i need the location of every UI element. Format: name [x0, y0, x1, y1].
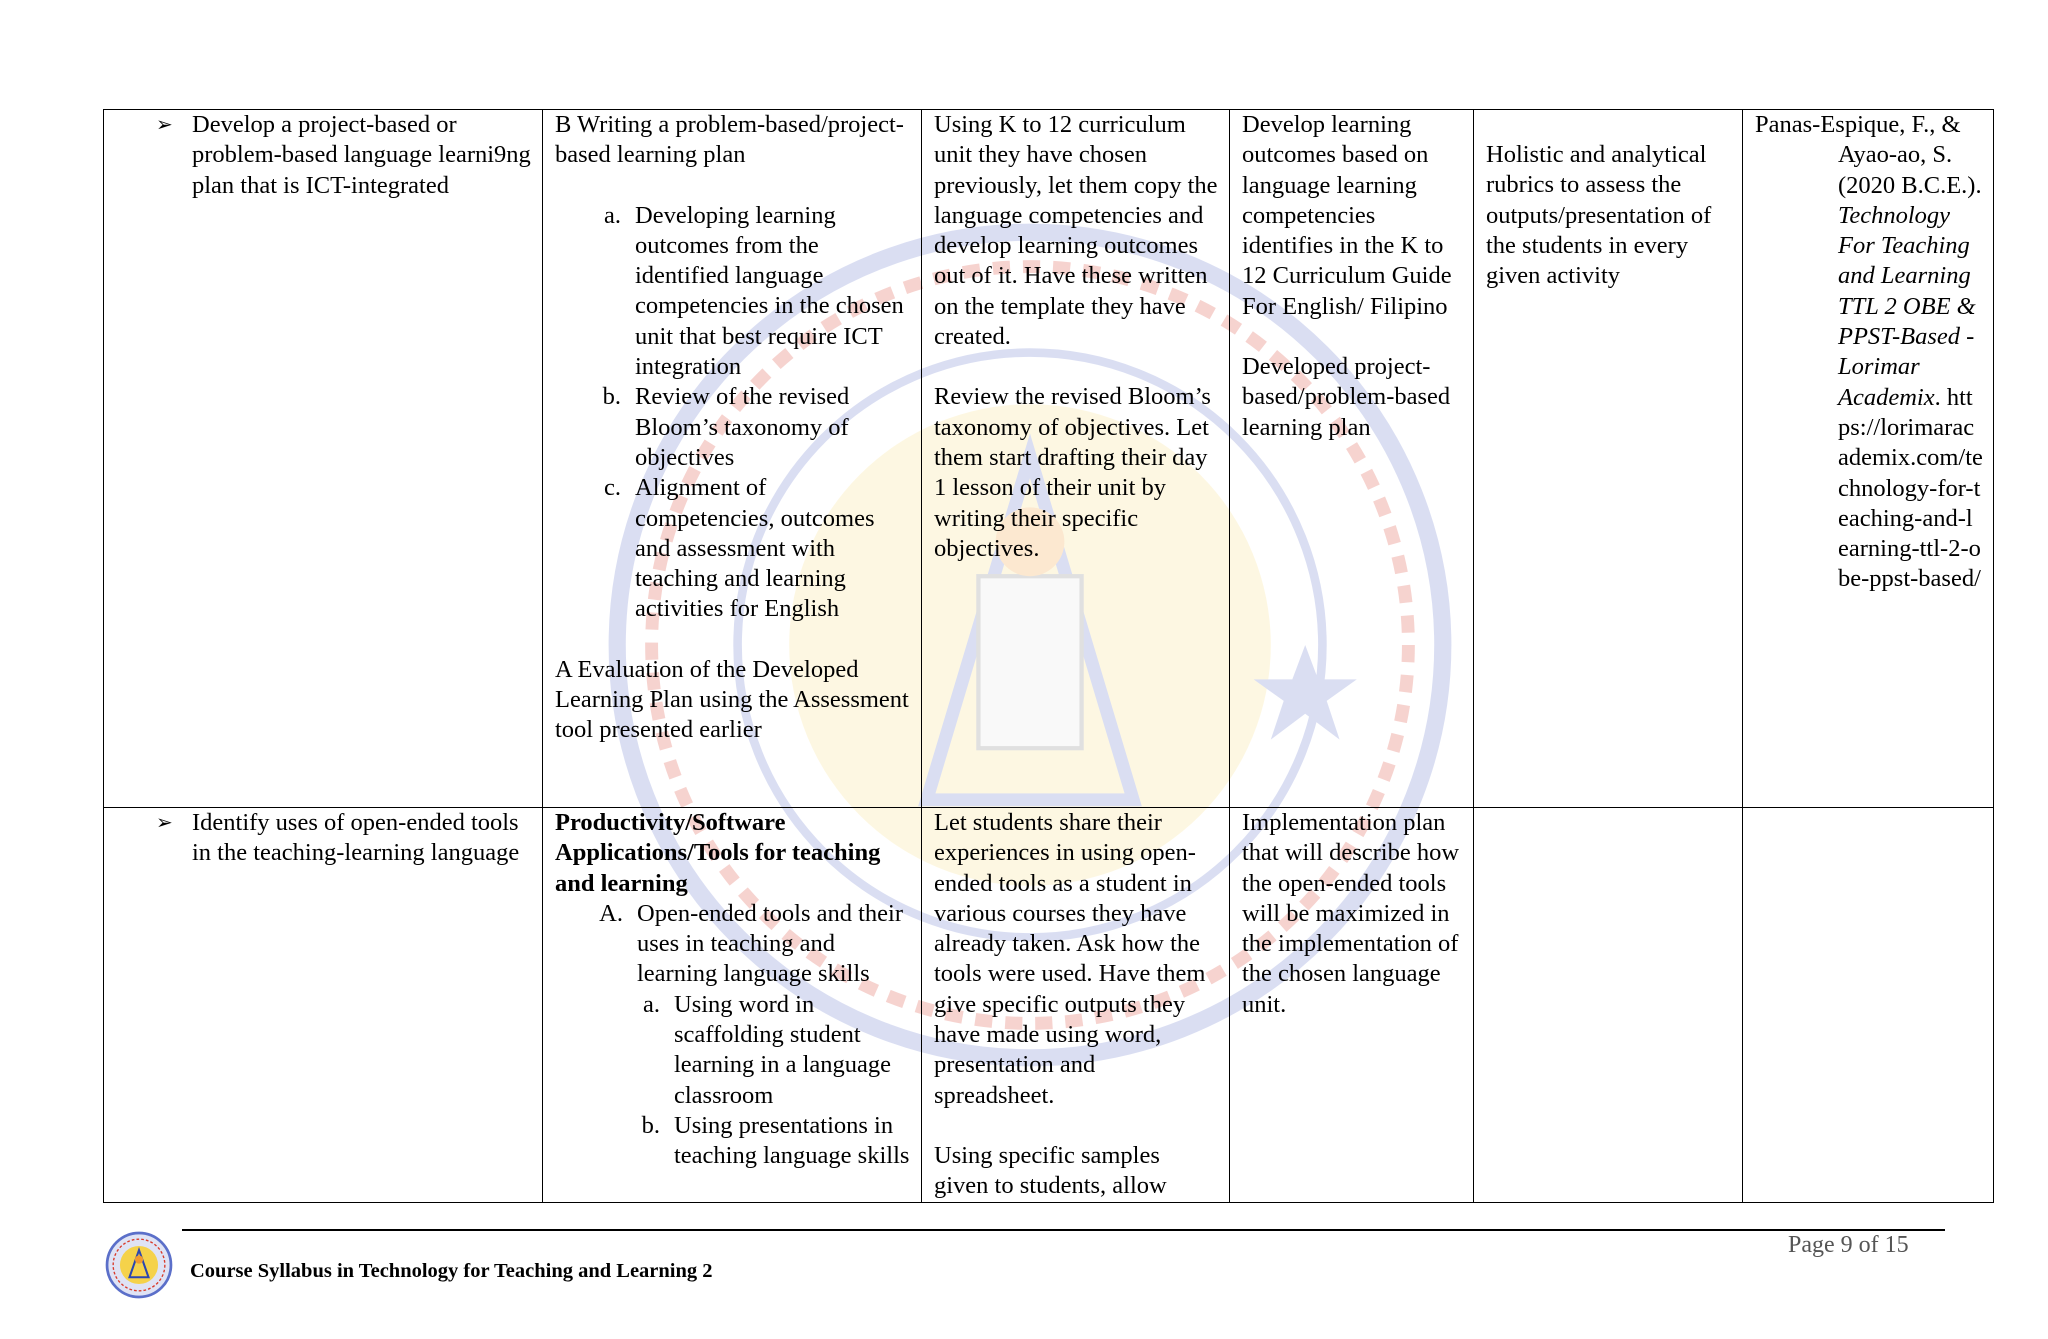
references-cell [1743, 110, 1994, 808]
output-text: Develop learning outcomes based on language learning competencies identifies in the K to 12 Curriculum Guide For English/ Filipino [1242, 111, 1452, 320]
activity-text: Using K to 12 curriculum unit they have chosen previously, let them copy the language competencies and develop learning outcomes out of it. Have these written on the template they have created. [934, 111, 1218, 351]
list-text: Using word in scaffolding student learning in a language classroom [674, 990, 892, 1109]
list-item [555, 899, 911, 990]
list-letter: c. [604, 474, 621, 502]
assessment-cell [1474, 110, 1743, 808]
list-text: Alignment of competencies, outcomes and assessment with teaching and learning activities for English [635, 474, 875, 623]
content-heading: Productivity/Software Applications/Tools for teaching and learning [555, 809, 881, 897]
list-letter: b. [602, 383, 621, 411]
reference-details: Ayao-ao, S. (2020 B.C.E.). [1838, 141, 1982, 199]
reference-title: Technology For Teaching and Learning TTL 2 OBE & PPST-Based - Lorimar Academix [1838, 201, 1976, 411]
activity-text: Let students share their experiences in using open-ended tools as a student in various courses they have already taken. Ask how the tools were used. Have them give specific outputs they have made using word, presentation and spreadsheet. [934, 809, 1206, 1109]
table-row [104, 808, 1994, 1203]
list-text: Developing learning outcomes from the identified language competencies in the chosen unit that best require ICT integration [635, 201, 904, 381]
outputs-cell [1230, 808, 1474, 1203]
list-letter: b. [641, 1111, 660, 1139]
list-letter: a. [604, 201, 621, 229]
activities-cell [922, 808, 1230, 1203]
reference-url[interactable]: https://lorimaracademix.com/technology-for-teaching-and-learning-ttl-2-obe-ppst-based/ [1838, 383, 1983, 593]
table-row [104, 110, 1994, 808]
course-content-cell [543, 808, 922, 1203]
assessment-cell [1474, 808, 1743, 1203]
activity-text: Review the revised Bloom’s taxonomy of objectives. Let them start drafting their day 1 lesson of their unit by writing their specific objectives. [934, 383, 1211, 562]
footer-divider [182, 1229, 1945, 1231]
list-letter: A. [599, 899, 623, 927]
footer-course-title: Course Syllabus in Technology for Teaching and Learning 2 [190, 1260, 713, 1282]
content-heading: B Writing a problem-based/project-based learning plan [555, 111, 904, 169]
arrow-bullet-icon: ➢ [156, 114, 173, 136]
content-closing: A Evaluation of the Developed Learning Plan using the Assessment tool presented earlier [555, 655, 909, 744]
list-item [555, 990, 911, 1111]
list-item [555, 382, 911, 473]
list-text: Review of the revised Bloom’s taxonomy of objectives [635, 383, 850, 471]
university-seal-icon [105, 1231, 173, 1299]
arrow-bullet-icon: ➢ [156, 812, 173, 834]
activities-cell [922, 110, 1230, 808]
assessment-text: Holistic and analytical rubrics to assess the outputs/presentation of the students in every given activity [1486, 141, 1712, 290]
list-text: Open-ended tools and their uses in teaching and learning language skills [637, 899, 904, 988]
list-text: Using presentations in teaching language skills [674, 1111, 910, 1170]
outputs-cell [1230, 110, 1474, 808]
references-cell [1743, 808, 1994, 1203]
activity-text: Using specific samples given to students, allow [934, 1141, 1167, 1200]
list-item [555, 201, 911, 383]
course-content-cell [543, 110, 922, 808]
output-text: Developed project-based/problem-based learning plan [1242, 353, 1451, 441]
learning-outcome-text: Identify uses of open-ended tools in the teaching-learning language [192, 809, 520, 867]
syllabus-table [103, 109, 1994, 1203]
output-text: Implementation plan that will describe how the open-ended tools will be maximized in the implementation of the chosen language unit. [1242, 809, 1460, 1018]
page-number: Page 9 of 15 [1788, 1232, 1909, 1258]
learning-outcome-cell [104, 808, 543, 1203]
list-item [555, 473, 911, 624]
list-letter: a. [643, 990, 660, 1018]
reference-period: . [1934, 383, 1941, 411]
list-item [555, 1111, 911, 1172]
reference-author: Panas-Espique, F., & [1755, 111, 1961, 138]
learning-outcome-text: Develop a project-based or problem-based language learni9ng plan that is ICT-integrated [192, 111, 531, 199]
learning-outcome-cell [104, 110, 543, 808]
